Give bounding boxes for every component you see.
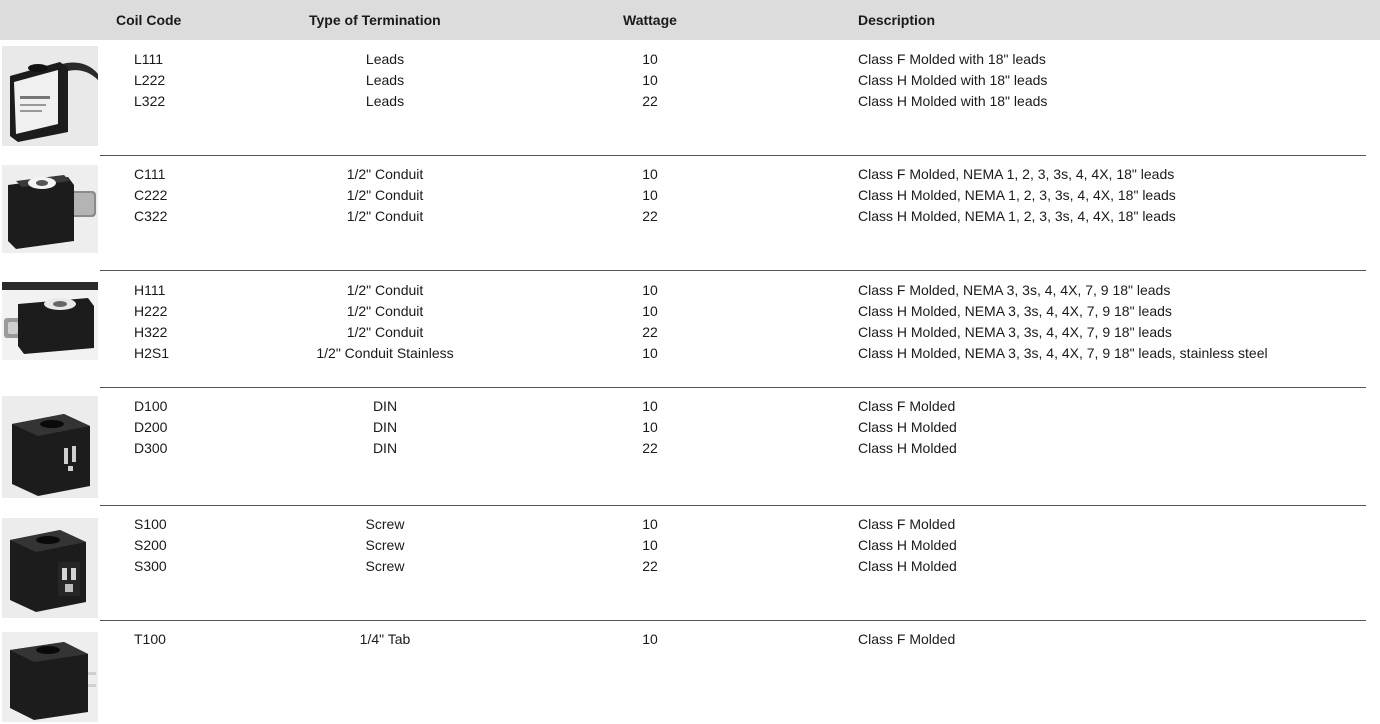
description-text: Class H Molded bbox=[858, 537, 957, 553]
wattage-value: 22 bbox=[642, 93, 658, 109]
description-text: Class H Molded, NEMA 3, 3s, 4, 4X, 7, 9 18" leads bbox=[858, 324, 1172, 340]
coil-code: S100 bbox=[134, 516, 167, 532]
description-text: Class F Molded with 18" leads bbox=[858, 51, 1046, 67]
description-text: Class F Molded, NEMA 1, 2, 3, 3s, 4, 4X, 18" leads bbox=[858, 166, 1175, 182]
wattage-value: 22 bbox=[642, 208, 658, 224]
table-row bbox=[0, 322, 1380, 342]
wattage-value: 10 bbox=[642, 166, 658, 182]
description-text: Class F Molded, NEMA 3, 3s, 4, 4X, 7, 9 18" leads bbox=[858, 282, 1171, 298]
description-text: Class H Molded bbox=[858, 558, 957, 574]
wattage-value: 10 bbox=[642, 187, 658, 203]
termination-type: Screw bbox=[365, 537, 405, 553]
termination-type: 1/2" Conduit Stainless bbox=[316, 345, 454, 361]
description-text: Class H Molded with 18" leads bbox=[858, 72, 1048, 88]
wattage-value: 10 bbox=[642, 631, 658, 647]
coil-code: H2S1 bbox=[134, 345, 170, 361]
description-text: Class H Molded, NEMA 1, 2, 3, 3s, 4, 4X, 18" leads bbox=[858, 187, 1176, 203]
table-row bbox=[0, 91, 1380, 111]
coil-code: L222 bbox=[134, 72, 166, 88]
table-row bbox=[0, 343, 1380, 363]
coil-group-explosion-proof bbox=[0, 271, 1380, 388]
wattage-value: 10 bbox=[642, 51, 658, 67]
description-text: Class F Molded bbox=[858, 516, 956, 532]
wattage-value: 10 bbox=[642, 282, 658, 298]
wattage-value: 22 bbox=[642, 324, 658, 340]
table-row bbox=[0, 556, 1380, 576]
coil-code: H322 bbox=[134, 324, 168, 340]
termination-type: 1/2" Conduit bbox=[346, 166, 424, 182]
table-row bbox=[0, 514, 1380, 534]
table-row bbox=[0, 417, 1380, 437]
wattage-value: 10 bbox=[642, 419, 658, 435]
table-row bbox=[0, 49, 1380, 69]
termination-type: 1/2" Conduit bbox=[346, 282, 424, 298]
coil-code: D100 bbox=[134, 398, 168, 414]
table-row bbox=[0, 206, 1380, 226]
wattage-value: 10 bbox=[642, 537, 658, 553]
coil-code: H111 bbox=[134, 282, 166, 298]
coil-code: C322 bbox=[134, 208, 168, 224]
wattage-value: 22 bbox=[642, 558, 658, 574]
description-text: Class F Molded bbox=[858, 631, 956, 647]
coil-code: S300 bbox=[134, 558, 167, 574]
coil-group-screw bbox=[0, 506, 1380, 621]
termination-type: DIN bbox=[372, 419, 398, 435]
termination-type: Screw bbox=[365, 558, 405, 574]
description-text: Class F Molded bbox=[858, 398, 956, 414]
table-header bbox=[0, 0, 1380, 40]
termination-type: 1/4" Tab bbox=[359, 631, 411, 647]
termination-type: 1/2" Conduit bbox=[346, 208, 424, 224]
description-text: Class H Molded with 18" leads bbox=[858, 93, 1048, 109]
description-text: Class H Molded, NEMA 1, 2, 3, 3s, 4, 4X, 18" leads bbox=[858, 208, 1176, 224]
termination-type: DIN bbox=[372, 398, 398, 414]
header-description: Description bbox=[858, 12, 936, 28]
termination-type: Leads bbox=[365, 72, 405, 88]
coil-code: T100 bbox=[134, 631, 166, 647]
wattage-value: 10 bbox=[642, 398, 658, 414]
header-coil-code: Coil Code bbox=[116, 12, 182, 28]
coil-code: L322 bbox=[134, 93, 166, 109]
table-row bbox=[0, 535, 1380, 555]
table-row bbox=[0, 280, 1380, 300]
table-row bbox=[0, 164, 1380, 184]
description-text: Class H Molded, NEMA 3, 3s, 4, 4X, 7, 9 18" leads bbox=[858, 303, 1172, 319]
termination-type: Screw bbox=[365, 516, 405, 532]
coil-code: L111 bbox=[134, 51, 164, 67]
coil-code: S200 bbox=[134, 537, 167, 553]
wattage-value: 10 bbox=[642, 303, 658, 319]
coil-group-din bbox=[0, 388, 1380, 506]
header-wattage: Wattage bbox=[623, 12, 677, 28]
termination-type: 1/2" Conduit bbox=[346, 187, 424, 203]
table-row bbox=[0, 185, 1380, 205]
coil-code: C111 bbox=[134, 166, 166, 182]
coil-code: D200 bbox=[134, 419, 168, 435]
termination-type: Leads bbox=[365, 51, 405, 67]
wattage-value: 22 bbox=[642, 440, 658, 456]
header-termination: Type of Termination bbox=[309, 12, 441, 28]
table-row bbox=[0, 301, 1380, 321]
termination-type: DIN bbox=[372, 440, 398, 456]
wattage-value: 10 bbox=[642, 516, 658, 532]
coil-group-conduit bbox=[0, 156, 1380, 271]
description-text: Class H Molded bbox=[858, 440, 957, 456]
description-text: Class H Molded, NEMA 3, 3s, 4, 4X, 7, 9 18" leads, stainless steel bbox=[858, 345, 1268, 361]
wattage-value: 10 bbox=[642, 345, 658, 361]
coil-code: D300 bbox=[134, 440, 168, 456]
termination-type: 1/2" Conduit bbox=[346, 324, 424, 340]
termination-type: 1/2" Conduit bbox=[346, 303, 424, 319]
coil-group-leads bbox=[0, 40, 1380, 156]
table-row bbox=[0, 396, 1380, 416]
coil-code: C222 bbox=[134, 187, 168, 203]
wattage-value: 10 bbox=[642, 72, 658, 88]
coil-group-tab bbox=[0, 621, 1380, 724]
table-row bbox=[0, 438, 1380, 458]
coil-code: H222 bbox=[134, 303, 168, 319]
table-row bbox=[0, 629, 1380, 649]
description-text: Class H Molded bbox=[858, 419, 957, 435]
termination-type: Leads bbox=[365, 93, 405, 109]
table-row bbox=[0, 70, 1380, 90]
